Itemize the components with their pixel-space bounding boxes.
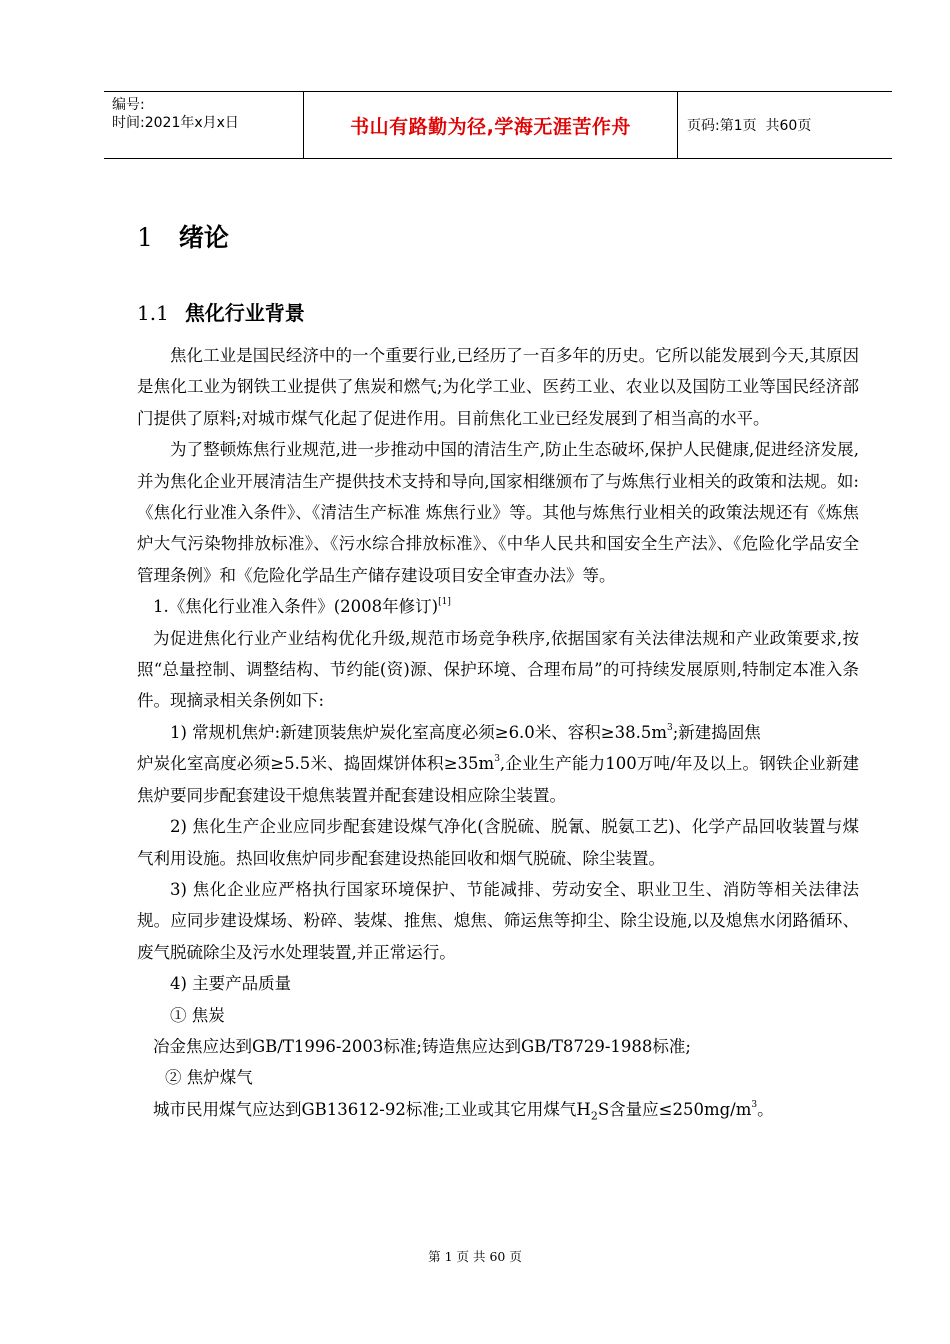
header-divider: [677, 92, 678, 158]
list-item-continued: [137, 748, 859, 811]
chapter-title: 绪论: [178, 223, 229, 252]
document-header: [104, 91, 892, 159]
header-meta: [112, 96, 239, 132]
list-item-text: 1) 常规机焦炉:新建顶装焦炉炭化室高度必须≥6.0米、容积≥38.5m: [170, 722, 668, 742]
section-number: 1.1: [137, 301, 169, 325]
superscript: 3: [751, 1099, 758, 1110]
regulation-title: 1.《焦化行业准入条件》(2008年修订): [153, 597, 439, 617]
sub-item-title: ② 焦炉煤气: [165, 1068, 253, 1088]
chapter-number: 1: [137, 223, 153, 252]
sub-item-text-part: 。: [757, 1099, 774, 1119]
header-page-info: 页码:第1页 共60页: [687, 118, 812, 134]
serial-number-label: 编号:: [112, 97, 145, 113]
sub-item-text: 冶金焦应达到GB/T1996-2003标准;铸造焦应达到GB/T8729-1988标准;: [153, 1036, 691, 1056]
sub-item-text-part: S含量应≤250mg/m: [597, 1099, 752, 1119]
page-footer: 第 1 页 共 60 页: [428, 1249, 522, 1264]
section-heading: [137, 297, 305, 326]
list-item-text: 炉炭化室高度必须≥5.5米、捣固煤饼体积≥35m: [137, 754, 495, 774]
superscript: 3: [494, 754, 500, 765]
chapter-heading: [137, 218, 229, 254]
paragraph: 为了整顿炼焦行业规范,进一步推动中国的清洁生产,防止生态破坏,保护人民健康,促进经济发展,并为焦化企业开展清洁生产提供技术支持和导向,国家相继颁布了与炼焦行业相关的政策和法规。如:《焦化行业准入条件》、《清洁生产标准 炼焦行业》等。其他与炼焦行业相关的政策法规还有《炼焦炉大气污染物排放标准》、《污水综合排放标准》、《中华人民共和国安全生产法》、《危险化学品安全管理条例》和《危险化学品生产储存建设项目安全审查办法》等。: [137, 440, 859, 585]
sub-item-title: ① 焦炭: [170, 1005, 225, 1025]
citation-ref: [1]: [438, 597, 451, 608]
superscript: 3: [667, 722, 673, 733]
section-title: 焦化行业背景: [184, 301, 305, 325]
paragraph: 焦化工业是国民经济中的一个重要行业,已经历了一百多年的历史。它所以能发展到今天,其原因是焦化工业为钢铁工业提供了焦炭和燃气;为化学工业、医药工业、农业以及国防工业等国民经济部门提供了原料;对城市煤气化起了促进作用。目前焦化工业已经发展到了相当高的水平。: [137, 346, 859, 428]
header-motto: 书山有路勤为径,学海无涯苦作舟: [350, 115, 631, 138]
paragraph: [137, 591, 859, 622]
document-body: [137, 340, 859, 1131]
date-label: 时间:2021年x月x日: [112, 115, 239, 131]
sub-item-text-part: 城市民用煤气应达到GB13612-92标准;工业或其它用煤气H: [153, 1099, 591, 1119]
list-item-text: ,企业生产能力100万吨/年及以上。钢铁企业新建焦炉要同步配套建设干熄焦装置并配套建设相应除尘装置。: [137, 754, 859, 805]
list-item: 3) 焦化企业应严格执行国家环境保护、节能减排、劳动安全、职业卫生、消防等相关法律法规。应同步建设煤场、粉碎、装煤、推焦、熄焦、筛运焦等抑尘、除尘设施,以及熄焦水闭路循环、废气脱硫除尘及污水处理装置,并正常运行。: [137, 879, 859, 962]
paragraph: 为促进焦化行业产业结构优化升级,规范市场竞争秩序,依据国家有关法律法规和产业政策要求,按照“总量控制、调整结构、节约能(资)源、保护环境、合理布局”的可持续发展原则,特制定本准入条件。现摘录相关条例如下:: [137, 628, 859, 711]
list-item: 4) 主要产品质量: [170, 974, 292, 994]
subscript: 2: [590, 1109, 598, 1123]
sub-item-text: [137, 1094, 859, 1132]
list-item-text: ;新建捣固焦: [672, 722, 761, 742]
list-item: 2) 焦化生产企业应同步配套建设煤气净化(含脱硫、脱氰、脱氨工艺)、化学产品回收装置与煤气利用设施。热回收焦炉同步配套建设热能回收和烟气脱硫、除尘装置。: [137, 817, 859, 868]
list-item: [137, 717, 859, 748]
